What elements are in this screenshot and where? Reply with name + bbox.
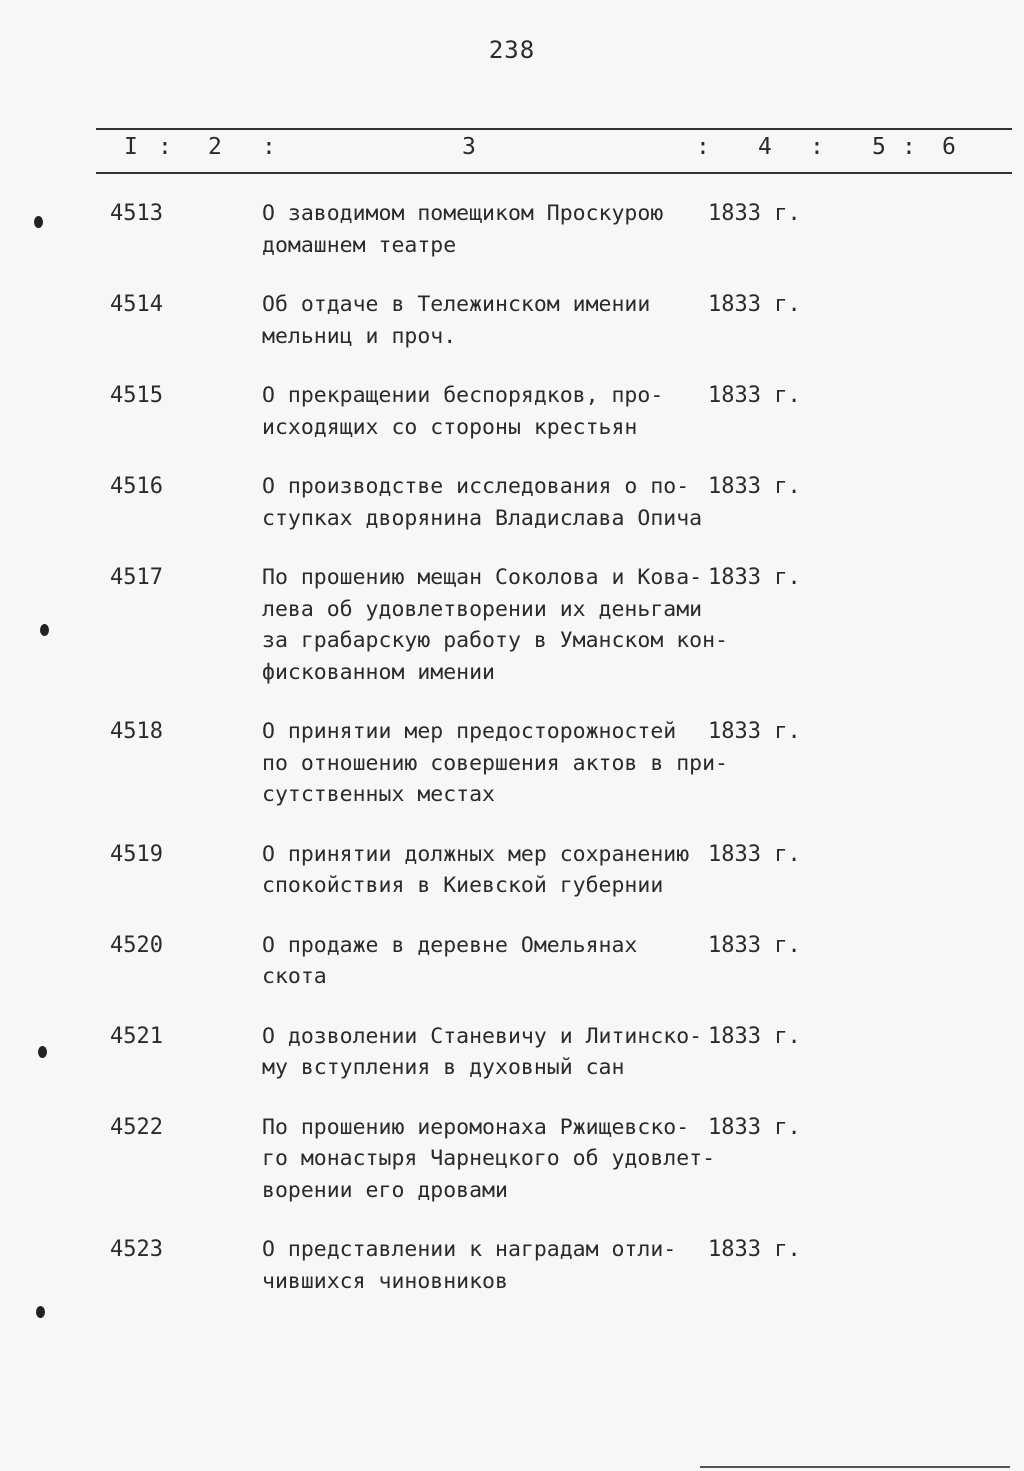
- header-separator: :: [262, 134, 276, 160]
- item-title-line: По прошению мещан Соколова и Кова-: [262, 565, 703, 590]
- item-date: 1833 г.: [708, 474, 801, 499]
- list-item: [0, 198, 1024, 261]
- item-title-line: О прекращении беспорядков, про-: [262, 383, 664, 408]
- header-top-rule: [96, 128, 1012, 130]
- header-bottom-rule: [96, 172, 1012, 174]
- item-number: 4516: [110, 474, 163, 499]
- item-title-line: О заводимом помещиком Проскурою: [262, 201, 664, 226]
- item-title-line: за грабарскую работу в Уманском кон-: [262, 628, 728, 653]
- page-number: 238: [488, 36, 536, 64]
- item-title-line: О принятии должных мер сохранению: [262, 841, 690, 867]
- header-separator: :: [696, 134, 710, 160]
- item-title: [262, 1112, 716, 1207]
- item-title-line: спокойствия в Киевской губернии: [262, 873, 664, 898]
- item-date: 1833 г.: [708, 1237, 801, 1262]
- item-title: [262, 839, 702, 902]
- item-title-line: Об отдаче в Тележинском имении: [262, 292, 651, 317]
- header-col-4: 4: [758, 134, 772, 160]
- item-title-line: фискованном имении: [262, 659, 495, 685]
- item-number: 4523: [110, 1237, 163, 1262]
- header-separator: :: [158, 134, 172, 160]
- table-header: [96, 134, 1012, 170]
- item-title-line: лева об удовлетворении их деньгами: [262, 596, 703, 622]
- header-col-6: 6: [942, 134, 956, 160]
- item-title-line: по отношению совершения актов в при-: [262, 750, 728, 776]
- item-number: 4519: [110, 841, 163, 867]
- item-title-line: ворении его дровами: [262, 1177, 508, 1203]
- header-separator: :: [902, 134, 916, 160]
- item-title: [262, 289, 702, 352]
- header-col-5: 5: [872, 134, 886, 160]
- item-number: 4521: [110, 1023, 163, 1049]
- bottom-edge-rule: [700, 1466, 1010, 1468]
- item-title-line: О представлении к наградам отли-: [262, 1237, 677, 1262]
- header-col-3: 3: [462, 134, 476, 160]
- item-title-line: ступках дворянина Владислава Опича: [262, 505, 703, 531]
- item-title: [262, 930, 702, 993]
- item-title: [262, 198, 702, 261]
- item-date: 1833 г.: [708, 201, 801, 226]
- item-title-line: сутственных местах: [262, 782, 495, 807]
- item-title: [262, 380, 702, 443]
- item-title-line: скота: [262, 964, 327, 989]
- item-date: 1833 г.: [708, 841, 801, 867]
- list-item: [0, 562, 1024, 688]
- item-date: 1833 г.: [708, 719, 801, 744]
- item-date: 1833 г.: [708, 565, 801, 590]
- item-title: [262, 716, 728, 811]
- list-item: [0, 380, 1024, 443]
- header-separator: :: [810, 134, 824, 160]
- item-date: 1833 г.: [708, 932, 801, 958]
- item-title-line: му вступления в духовный сан: [262, 1055, 625, 1080]
- item-title-line: исходящих со стороны крестьян: [262, 414, 638, 440]
- item-date: 1833 г.: [708, 1114, 801, 1140]
- item-number: 4522: [110, 1114, 163, 1140]
- item-number: 4520: [110, 932, 163, 958]
- item-title-line: домашнем театре: [262, 232, 457, 258]
- item-number: 4518: [110, 719, 163, 744]
- list-item: [0, 716, 1024, 811]
- item-title-line: чившихся чиновников: [262, 1268, 508, 1294]
- item-title-line: мельниц и проч.: [262, 323, 457, 349]
- item-number: 4514: [110, 292, 163, 317]
- item-title-line: О принятии мер предосторожностей: [262, 719, 677, 744]
- item-title-line: О производстве исследования о по-: [262, 474, 690, 499]
- item-title: [262, 1234, 702, 1297]
- item-title: [262, 471, 702, 534]
- item-title: [262, 1021, 702, 1084]
- item-title-line: го монастыря Чарнецкого об удовлет-: [262, 1146, 716, 1171]
- item-date: 1833 г.: [708, 383, 801, 408]
- list-item: [0, 930, 1024, 993]
- punch-hole-mark: [38, 1046, 47, 1058]
- inventory-list: [0, 198, 1024, 1325]
- list-item: [0, 1112, 1024, 1207]
- header-col-2: 2: [208, 134, 222, 160]
- item-date: 1833 г.: [708, 1023, 801, 1049]
- list-item: [0, 1021, 1024, 1084]
- item-number: 4513: [110, 201, 163, 226]
- header-col-1: I: [124, 134, 138, 160]
- item-title: [262, 562, 728, 688]
- punch-hole-mark: [36, 1306, 45, 1318]
- list-item: [0, 471, 1024, 534]
- punch-hole-mark: [40, 624, 49, 636]
- list-item: [0, 289, 1024, 352]
- list-item: [0, 1234, 1024, 1297]
- list-item: [0, 839, 1024, 902]
- item-title-line: О дозволении Станевичу и Литинско-: [262, 1023, 703, 1049]
- item-date: 1833 г.: [708, 292, 801, 317]
- punch-hole-mark: [34, 216, 43, 228]
- item-title-line: По прошению иеромонаха Ржищевско-: [262, 1114, 690, 1140]
- item-number: 4517: [110, 565, 163, 590]
- item-title-line: О продаже в деревне Омельянах: [262, 932, 638, 958]
- item-number: 4515: [110, 383, 163, 408]
